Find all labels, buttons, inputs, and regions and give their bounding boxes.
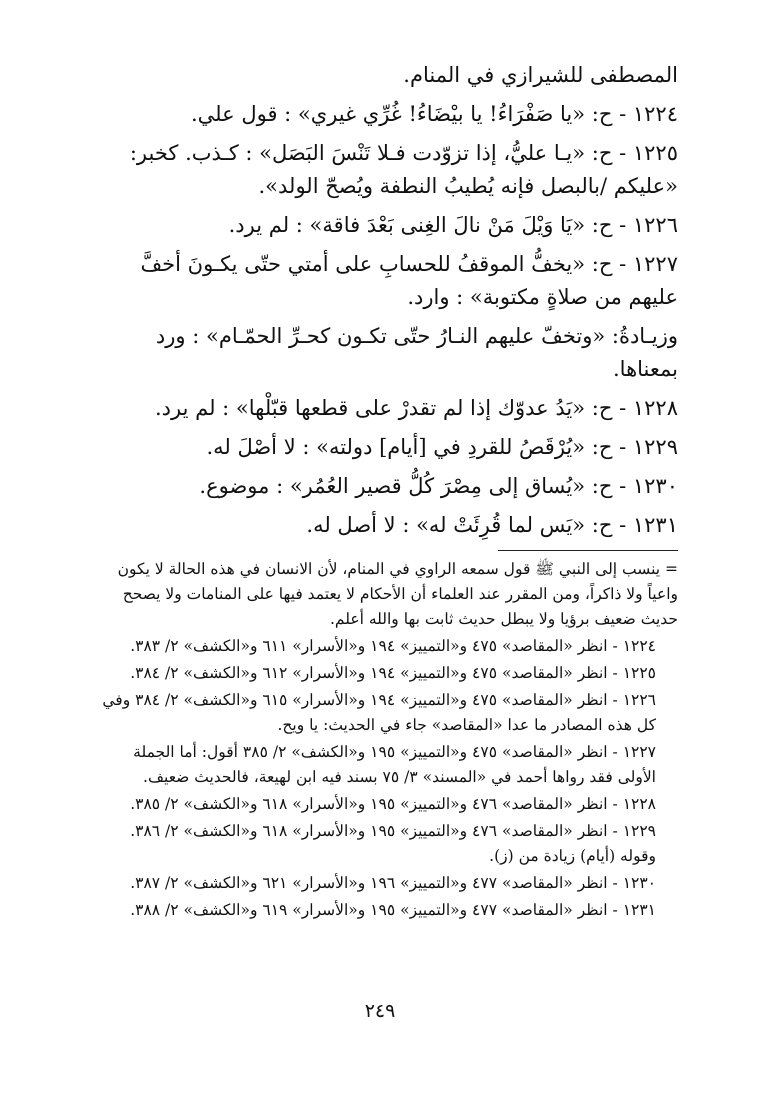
entries-list bbox=[90, 98, 678, 542]
entry-text: : «يَس لما قُرِئَتْ له» : لا أصل له. bbox=[306, 513, 599, 537]
footnote: ١٢٢٧ - انظر «المقاصد» ٤٧٥ و«التمييز» ١٩٥ و«الكشف» ٢/ ٣٨٥ أقول: أما الجملة الأولى فقد رواها أحمد في «المسند» ٣/ ٧٥ بسند فيه ابن لهيعة، فالحديث ضعيف. bbox=[133, 743, 656, 786]
hadith-entry bbox=[90, 509, 678, 542]
entry-number: ١٢٣٠ - ح bbox=[598, 474, 678, 498]
hadith-entry bbox=[90, 137, 678, 203]
footnote: ١٢٢٨ - انظر «المقاصد» ٤٧٦ و«التمييز» ١٩٥ و«الأسرار» ٦١٨ و«الكشف» ٢/ ٣٨٥. bbox=[130, 795, 656, 813]
entry-number: ١٢٢٥ - ح bbox=[598, 141, 678, 165]
page-number: ٢٤٩ bbox=[364, 1000, 396, 1022]
entry-text: : «يُرْقَصُ للقردِ في [أيام] دولته» : لا أصْلَ له. bbox=[206, 435, 599, 459]
footnote: = ينسب إلى النبي ﷺ قول سمعه الراوي في المنام، لأن الانسان في هذه الحالة لا يكون واعياً ولا ذاكراً، ومن المقرر عند العلماء أن الأحكام لا يعتمد فيها على المنامات ولا يصحح حديث ضعيف برؤيا ولا يبطل حديث ثابت بها والله أعلم. bbox=[117, 560, 678, 628]
entry-text: : «يَا وَيْلَ مَنْ نالَ الغِنى بَعْدَ فاقة» : لم يرد. bbox=[228, 213, 599, 237]
entry-number: ١٢٢٨ - ح bbox=[598, 396, 678, 420]
hadith-entry bbox=[90, 248, 678, 314]
hadith-entry bbox=[90, 320, 678, 386]
entry-text: : «يـا عليُّ، إذا تزوّدت فـلا تَنْسَ البَصَل» : كـذب. كخبر: «عليكم /بالبصل فإنه يُطيبُ النطفة ويُصحّ الولد». bbox=[129, 141, 678, 198]
footnote: ١٢٢٥ - انظر «المقاصد» ٤٧٥ و«التمييز» ١٩٤ و«الأسرار» ٦١٢ و«الكشف» ٢/ ٣٨٤. bbox=[130, 664, 656, 682]
footnote: ١٢٣١ - انظر «المقاصد» ٤٧٧ و«التمييز» ١٩٥ و«الأسرار» ٦١٩ و«الكشف» ٢/ ٣٨٨. bbox=[130, 901, 656, 919]
entry-number: ١٢٢٩ - ح bbox=[598, 435, 678, 459]
footnote: ١٢٣٠ - انظر «المقاصد» ٤٧٧ و«التمييز» ١٩٦ و«الأسرار» ٦٢١ و«الكشف» ٢/ ٣٨٧. bbox=[130, 874, 656, 892]
entry-text: وزيـادةُ: «وتخفّ عليهم النـارُ حتّى تكـون كحـرِّ الحمّـام» : ورد بمعناها. bbox=[155, 324, 678, 381]
footnotes bbox=[90, 557, 678, 923]
main-text bbox=[90, 59, 678, 542]
footnote: ١٢٢٦ - انظر «المقاصد» ٤٧٥ و«التمييز» ١٩٤ و«الأسرار» ٦١٥ و«الكشف» ٢/ ٣٨٤ وفي كل هذه المصادر ما عدا «المقاصد» جاء في الحديث: يا ويح. bbox=[102, 691, 656, 734]
entry-number: ١٢٢٦ - ح bbox=[598, 213, 678, 237]
hadith-entry bbox=[90, 470, 678, 503]
hadith-entry bbox=[90, 209, 678, 242]
footnote: ١٢٢٤ - انظر «المقاصد» ٤٧٥ و«التمييز» ١٩٤ و«الأسرار» ٦١١ و«الكشف» ٢/ ٣٨٣. bbox=[130, 637, 656, 655]
entry-number: ١٢٢٧ - ح bbox=[598, 252, 678, 276]
hadith-entry bbox=[90, 431, 678, 464]
footnote: ١٢٢٩ - انظر «المقاصد» ٤٧٦ و«التمييز» ١٩٥ و«الأسرار» ٦١٨ و«الكشف» ٢/ ٣٨٦. وقوله (أيام) زيادة من (ز). bbox=[130, 822, 656, 865]
hadith-entry bbox=[90, 98, 678, 131]
footnote-divider bbox=[498, 550, 678, 551]
entry-text: : «يَدُ عدوّك إذا لم تقدرْ على قطعها قبّلْها» : لم يرد. bbox=[154, 396, 599, 420]
entry-text: : «يخفُّ الموقفُ للحسابِ على أمتي حتّى يكـونَ أخفَّ عليهم من صلاةٍ مكتوبة» : وارد. bbox=[140, 252, 678, 309]
page-body bbox=[90, 62, 678, 925]
entry-text: : «يا صَفْرَاءُ! يا بيْضَاءُ! غُرِّي غيري» : قول علي. bbox=[191, 102, 599, 126]
continuation-line: المصطفى للشيرازي في المنام. bbox=[403, 63, 678, 87]
entry-text: : «يُساق إلى مِصْرَ كُلُّ قصير العُمُر» : موضوع. bbox=[199, 474, 599, 498]
hadith-entry bbox=[90, 392, 678, 425]
entry-number: ١٢٢٤ - ح bbox=[598, 102, 678, 126]
entry-number: ١٢٣١ - ح bbox=[598, 513, 678, 537]
